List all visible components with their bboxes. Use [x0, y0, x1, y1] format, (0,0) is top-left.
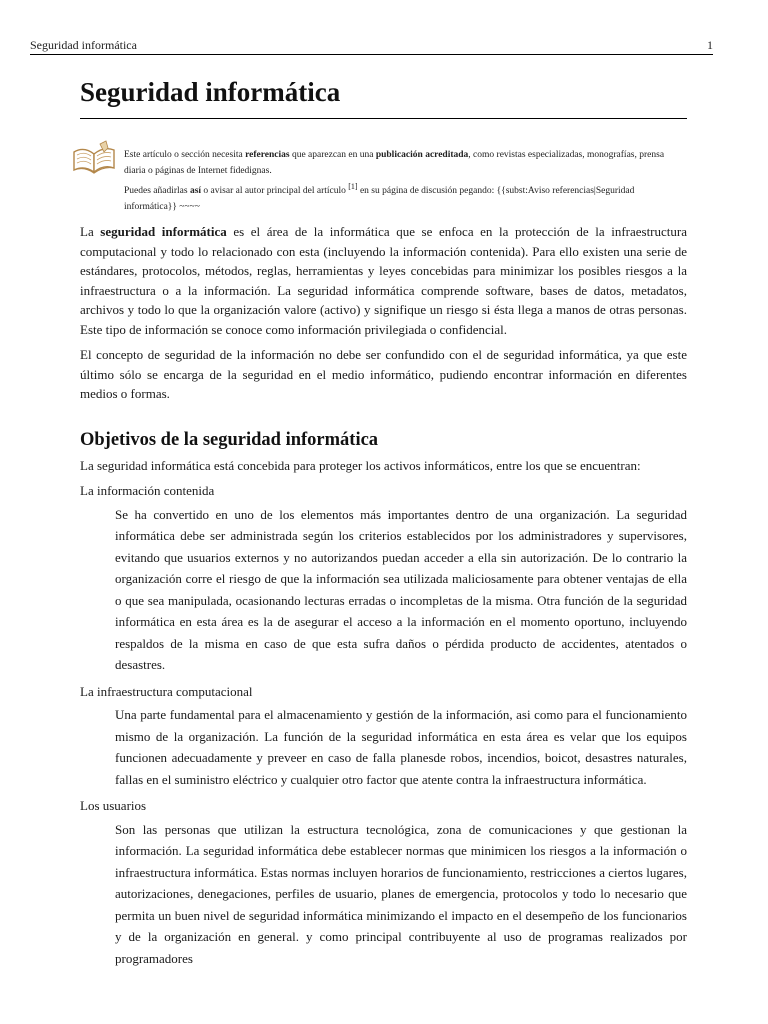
header-rule	[30, 54, 713, 55]
notice-asi: así	[189, 186, 202, 197]
intro-paragraph-2: El concepto de seguridad de la información no debe ser confundido con el de seguridad informática, ya que este último sólo se encarga de la seguridad en el medio informático, pudiendo encontrar información en diferentes medios o formas.	[80, 347, 687, 401]
notice-referencias: referencias	[245, 150, 290, 160]
list-description: Son las personas que utilizan la estructura tecnológica, zona de comunicaciones y que gestionan la información. La seguridad informática debe establecer normas que minimicen los riesgos a la información o infraestructura informática. Estas normas incluyen horarios de funcionamiento, restricciones a ciertos lugares, autorizaciones, denegaciones, perfiles de usuario, planes de emergencia, protocolos y todo lo necesario que permita un buen nivel de seguridad informática minimizando el impacto en el desempeño de los funcionarios y de la organización en general. y como principal contribuyente al uso de programas realizados por programadores	[115, 821, 687, 966]
notice-line1-mid: que aparezcan en una	[289, 150, 376, 160]
assets-list	[80, 481, 687, 969]
list-term: Los usuarios	[80, 798, 147, 814]
list-description: Se ha convertido en uno de los elementos más importantes dentro de una organización. La seguridad informática debe ser administrada según los criterios establecidos por los administradores y supervisores, evitando que usuarios externos y no autorizandos puedan acceder a ella sin autorización. De lo contrario la organización corre el riesgo de que la información sea utilizada maliciosamente para obtener ventajas de ella o que sea manipulada, ocasionando lecturas erradas o incompletas de la misma. Otra función de la seguridad informática en esta área es la de asegurar el acceso a la información en el momento oportuno, incluyendo respaldos de la misma en caso de que esta sufra daños o pérdida producto de accidentes, atentados o desastres.	[115, 506, 687, 673]
intro-p1-bold: seguridad informática	[100, 224, 227, 239]
notice-line2-post: en su página de discusión pegando: {{subst:Aviso referencias|Seguridad informática}} ~~~~	[124, 186, 635, 213]
title-rule	[80, 118, 687, 119]
notice-text	[124, 147, 687, 215]
running-header-title: Seguridad informática	[30, 38, 137, 52]
notice-publicacion: publicación acreditada	[375, 150, 469, 160]
page-number: 1	[707, 38, 713, 52]
intro-paragraph-1	[80, 222, 687, 339]
notice-ref-marker: [1]	[348, 182, 358, 191]
notice-line1-pre: Este artículo o sección necesita	[124, 150, 246, 160]
notice-line2-pre: Puedes añadirlas	[124, 186, 190, 197]
section-heading: Objetivos de la seguridad informática	[80, 429, 379, 450]
section-lead: La seguridad informática está concebida para proteger los activos informáticos, entre los que se encuentran:	[80, 457, 641, 473]
notice-line2-mid: o avisar al autor principal del artículo	[201, 186, 349, 197]
intro-p1-pre: La	[80, 224, 101, 239]
page-title: Seguridad informática	[80, 77, 341, 107]
list-term: La información contenida	[80, 483, 215, 499]
list-description: Una parte fundamental para el almacenamiento y gestión de la información, asi como para el funcionamiento mismo de la organización. La función de la seguridad informática en esta área es velar que los equipos funcionen adecuadamente y preveer en caso de falla planesde robos, incendios, boicot, desastres naturales, fallas en el suministro eléctrico y cualquier otro factor que atente contra la infraestructura informática.	[115, 707, 687, 787]
open-book-icon	[70, 140, 118, 176]
intro-p1-post: es el área de la informática que se enfoca en la protección de la infraestructura computacional y todo lo relacionado con esta (incluyendo la información contenida). Para ello existen una serie de estándares, protocolos, métodos, reglas, herramientas y leyes concebidas para minimizar los posibles riesgos a la infraestructura o a la información. La seguridad informática comprende software, bases de datos, metadatos, archivos y todo lo que la organización valore (activo) y signifique un riesgo si ésta llega a manos de otras personas. Este tipo de información se conoce como información privilegiada o confidencial.	[80, 224, 687, 337]
article-body	[80, 222, 687, 975]
references-notice	[80, 140, 687, 213]
notice-line1-post: , como revistas especializadas, monografías, prensa diaria o páginas de Internet fidedignas.	[124, 150, 665, 176]
list-term: La infraestructura computacional	[80, 683, 253, 699]
